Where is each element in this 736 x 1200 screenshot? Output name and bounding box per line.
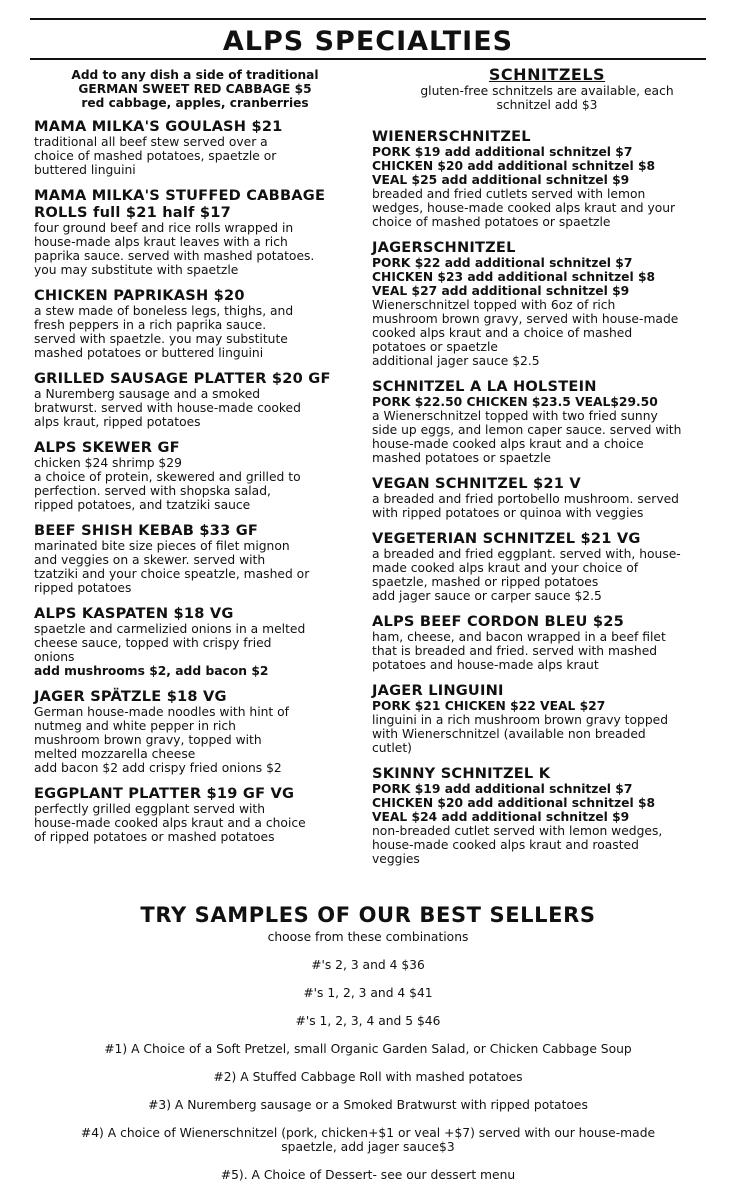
menu-item-description: fresh peppers in a rich paprika sauce.: [34, 318, 267, 332]
menu-item-description: linguini in a rich mushroom brown gravy topped: [372, 713, 669, 727]
menu-item-description: spaetzle and carmelizied onions in a melted: [34, 622, 306, 636]
menu-item-price-line: PORK $19 add additional schnitzel $7: [372, 145, 633, 159]
menu-item: [372, 765, 722, 866]
menu-item: [34, 439, 356, 512]
menu-item-name: CHICKEN PAPRIKASH $20: [34, 287, 245, 304]
menu-item-description: mushroom brown gravy, topped with: [34, 733, 262, 747]
samples-subtitle: choose from these combinations: [267, 930, 469, 944]
menu-item-description: cutlet): [372, 741, 412, 755]
menu-item: [34, 370, 356, 429]
menu-item-description: chicken $24 shrimp $29: [34, 456, 182, 470]
menu-item-name: SKINNY SCHNITZEL K: [372, 765, 551, 782]
menu-item-price-line: CHICKEN $20 add additional schnitzel $8: [372, 796, 656, 810]
menu-item-name: JAGER LINGUINI: [372, 682, 504, 699]
menu-item: [34, 688, 356, 775]
side-note-line: GERMAN SWEET RED CABBAGE $5: [78, 82, 312, 96]
menu-item-description: served with spaetzle. you may substitute: [34, 332, 288, 346]
combo-description-line: #5). A Choice of Dessert- see our dessert menu: [220, 1168, 516, 1182]
menu-item-name: VEGAN SCHNITZEL $21 V: [372, 475, 581, 492]
menu-item-description: mushroom brown gravy, served with house-made: [372, 312, 679, 326]
menu-item-description: additional jager sauce $2.5: [372, 354, 540, 368]
combo-option: #'s 2, 3 and 4 $36: [311, 958, 425, 972]
specialties-list: [34, 118, 356, 844]
menu-item-description: spaetzle, mashed or ripped potatoes: [372, 575, 599, 589]
menu-item-description: that is breaded and fried. served with mashed: [372, 644, 658, 658]
menu-item-addon: add mushrooms $2, add bacon $2: [34, 664, 269, 678]
menu-item-name: WIENERSCHNITZEL: [372, 128, 531, 145]
menu-item-description: perfectly grilled eggplant served with: [34, 802, 266, 816]
menu-item-description: side up eggs, and lemon caper sauce. served with: [372, 423, 682, 437]
menu-item-description: a breaded and fried eggplant. served with, house-: [372, 547, 681, 561]
menu-item-price-line: CHICKEN $20 add additional schnitzel $8: [372, 159, 656, 173]
menu-item-description: mashed potatoes or spaetzle: [372, 451, 551, 465]
menu-item-name: GRILLED SAUSAGE PLATTER $20 GF: [34, 370, 331, 387]
combo-descriptions: [0, 1042, 736, 1182]
schnitzels-list: [372, 128, 722, 866]
menu-item-description: bratwurst. served with house-made cooked: [34, 401, 301, 415]
menu-item-description: house-made alps kraut leaves with a rich: [34, 235, 288, 249]
menu-item-description: German house-made noodles with hint of: [34, 705, 289, 719]
menu-item-name: ALPS KASPATEN $18 VG: [34, 605, 234, 622]
menu-item-description: you may substitute with spaetzle: [34, 263, 239, 277]
menu-item: [34, 187, 356, 277]
menu-item-description: tzatziki and your choice speatzle, mashed or: [34, 567, 310, 581]
menu-item: [34, 118, 356, 177]
menu-item: [372, 475, 722, 520]
combo-description-line: #4) A choice of Wienerschnitzel (pork, chicken+$1 or veal +$7) served with our house-made: [80, 1126, 656, 1140]
menu-item-price-line: PORK $19 add additional schnitzel $7: [372, 782, 633, 796]
menu-item: [372, 378, 722, 465]
menu-item-description: mashed potatoes or buttered linguini: [34, 346, 264, 360]
menu-item-description: a Wienerschnitzel topped with two fried sunny: [372, 409, 658, 423]
menu-item-description: house-made cooked alps kraut and a choice: [34, 816, 306, 830]
menu-item: [372, 128, 722, 229]
menu-item-name: EGGPLANT PLATTER $19 GF VG: [34, 785, 295, 802]
side-note-line: red cabbage, apples, cranberries: [81, 96, 309, 110]
menu-item-name: MAMA MILKA'S GOULASH $21: [34, 118, 283, 135]
menu-item-price-line: VEAL $25 add additional schnitzel $9: [372, 173, 630, 187]
menu-item-description: made cooked alps kraut and your choice of: [372, 561, 639, 575]
menu-item-description: house-made cooked alps kraut and a choice: [372, 437, 644, 451]
title-rule: [30, 58, 706, 60]
menu-item-description: a Nuremberg sausage and a smoked: [34, 387, 261, 401]
menu-item-name: ALPS SKEWER GF: [34, 439, 180, 456]
menu-item-description: cheese sauce, topped with crispy fried: [34, 636, 272, 650]
side-cabbage-note: [34, 68, 356, 110]
menu-item-name: JAGERSCHNITZEL: [372, 239, 516, 256]
schnitzels-note-line: gluten-free schnitzels are available, each: [420, 84, 674, 98]
menu-item-description: nutmeg and white pepper in rich: [34, 719, 236, 733]
combo-description: [0, 1098, 736, 1112]
menu-item-description: wedges, house-made cooked alps kraut and your: [372, 201, 676, 215]
menu-item-price-line: PORK $21 CHICKEN $22 VEAL $27: [372, 699, 606, 713]
menu-item-price-line: CHICKEN $23 add additional schnitzel $8: [372, 270, 656, 284]
menu-item-description: potatoes or spaetzle: [372, 340, 498, 354]
menu-item-description: house-made cooked alps kraut and roasted: [372, 838, 639, 852]
menu-item: [34, 605, 356, 678]
menu-item-description: and veggies on a skewer. served with: [34, 553, 266, 567]
side-note-line: Add to any dish a side of traditional: [71, 68, 319, 82]
menu-item-description: alps kraut, ripped potatoes: [34, 415, 201, 429]
menu-item-name: ROLLS full $21 half $17: [34, 204, 231, 221]
menu-item-description: ham, cheese, and bacon wrapped in a beef filet: [372, 630, 666, 644]
menu-item-description: ripped potatoes: [34, 581, 132, 595]
schnitzels-note-line: schnitzel add $3: [496, 98, 598, 112]
menu-item: [372, 613, 722, 672]
menu-item-description: ripped potatoes, and tzatziki sauce: [34, 498, 251, 512]
menu-item-description: of ripped potatoes or mashed potatoes: [34, 830, 275, 844]
menu-item-price-line: VEAL $24 add additional schnitzel $9: [372, 810, 630, 824]
menu-item-name: ALPS BEEF CORDON BLEU $25: [372, 613, 624, 630]
menu-item-name: BEEF SHISH KEBAB $33 GF: [34, 522, 259, 539]
menu-item-description: add bacon $2 add crispy fried onions $2: [34, 761, 282, 775]
menu-item: [372, 682, 722, 755]
top-rule: [30, 18, 706, 20]
menu-item-price-line: VEAL $27 add additional schnitzel $9: [372, 284, 630, 298]
menu-item-description: choice of mashed potatoes or spaetzle: [372, 215, 611, 229]
menu-item-name: SCHNITZEL A LA HOLSTEIN: [372, 378, 597, 395]
schnitzels-heading: SCHNITZELS: [488, 65, 606, 84]
menu-item-description: traditional all beef stew served over a: [34, 135, 268, 149]
menu-item-description: melted mozzarella cheese: [34, 747, 196, 761]
combo-description: [0, 1126, 736, 1154]
menu-item-description: marinated bite size pieces of filet mignon: [34, 539, 290, 553]
combo-description: [0, 1042, 736, 1056]
menu-item-description: four ground beef and rice rolls wrapped in: [34, 221, 294, 235]
menu-item-description: paprika sauce. served with mashed potatoes.: [34, 249, 315, 263]
samples-section: [0, 900, 736, 1196]
page-title: ALPS SPECIALTIES: [222, 26, 514, 57]
combo-description-line: spaetzle, add jager sauce$3: [281, 1140, 455, 1154]
menu-item-description: non-breaded cutlet served with lemon wedges,: [372, 824, 663, 838]
menu-item: [34, 287, 356, 360]
combo-option: #'s 1, 2, 3 and 4 $41: [303, 986, 433, 1000]
menu-item-description: with Wienerschnitzel (available non breaded: [372, 727, 646, 741]
menu-item-name: MAMA MILKA'S STUFFED CABBAGE: [34, 187, 326, 204]
menu-item: [372, 530, 722, 603]
menu-item-description: buttered linguini: [34, 163, 136, 177]
menu-item-price-line: PORK $22 add additional schnitzel $7: [372, 256, 633, 270]
menu-item-description: perfection. served with shopska salad,: [34, 484, 271, 498]
menu-item-description: onions: [34, 650, 75, 664]
combo-list: [0, 958, 736, 1028]
combo-description: [0, 1168, 736, 1182]
menu-item-description: a breaded and fried portobello mushroom. served: [372, 492, 679, 506]
menu-item: [34, 785, 356, 844]
menu-item: [34, 522, 356, 595]
combo-description: [0, 1070, 736, 1084]
menu-item: [372, 239, 722, 368]
schnitzels-note: [372, 84, 722, 112]
combo-option: #'s 1, 2, 3, 4 and 5 $46: [295, 1014, 441, 1028]
menu-item-description: a stew made of boneless legs, thighs, and: [34, 304, 294, 318]
menu-item-name: JAGER SPÄTZLE $18 VG: [34, 688, 227, 705]
menu-item-description: with ripped potatoes or quinoa with veggies: [372, 506, 644, 520]
menu-item-description: a choice of protein, skewered and grilled to: [34, 470, 301, 484]
schnitzels-column: [372, 66, 722, 876]
menu-item-description: add jager sauce or carper sauce $2.5: [372, 589, 602, 603]
menu-item-description: veggies: [372, 852, 420, 866]
combo-description-line: #2) A Stuffed Cabbage Roll with mashed potatoes: [213, 1070, 523, 1084]
menu-item-description: breaded and fried cutlets served with lemon: [372, 187, 646, 201]
menu-item-description: potatoes and house-made alps kraut: [372, 658, 599, 672]
combo-description-line: #3) A Nuremberg sausage or a Smoked Bratwurst with ripped potatoes: [148, 1098, 588, 1112]
specialties-column: [34, 66, 356, 854]
menu-item-description: Wienerschnitzel topped with 6oz of rich: [372, 298, 616, 312]
menu-item-name: VEGETERIAN SCHNITZEL $21 VG: [372, 530, 641, 547]
samples-title: TRY SAMPLES OF OUR BEST SELLERS: [140, 903, 596, 927]
combo-description-line: #1) A Choice of a Soft Pretzel, small Organic Garden Salad, or Chicken Cabbage Soup: [104, 1042, 632, 1056]
menu-item-description: cooked alps kraut and a choice of mashed: [372, 326, 633, 340]
menu-item-description: choice of mashed potatoes, spaetzle or: [34, 149, 277, 163]
menu-item-price-line: PORK $22.50 CHICKEN $23.5 VEAL$29.50: [372, 395, 658, 409]
